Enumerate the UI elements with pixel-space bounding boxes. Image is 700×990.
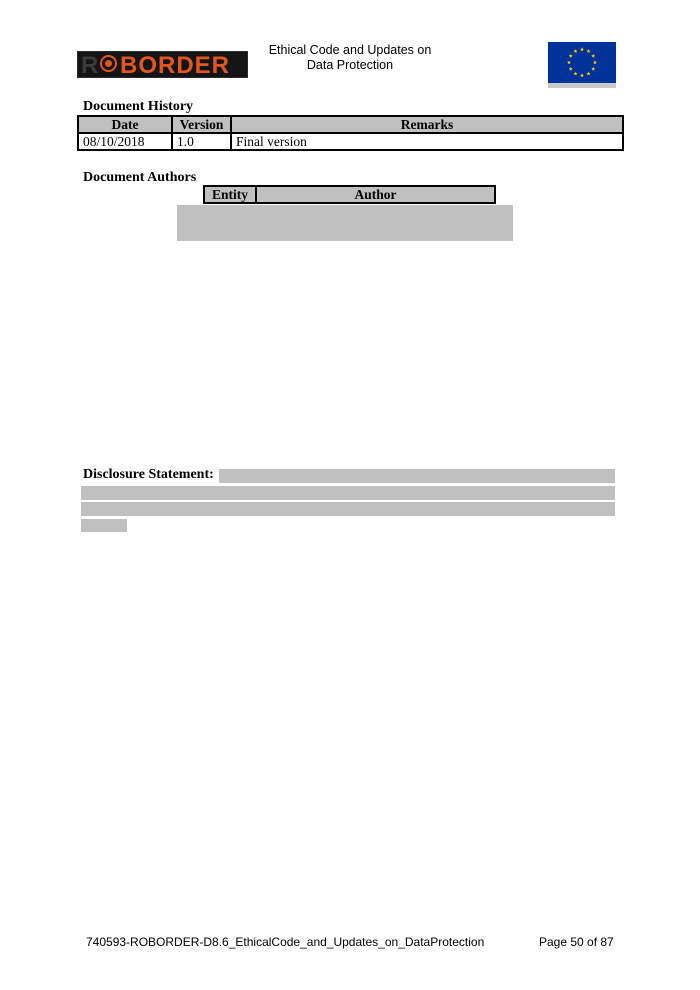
document-authors-table: [203, 185, 496, 204]
disclosure-redaction-line1: [219, 469, 615, 483]
header-title-line2: Data Protection: [306, 58, 394, 72]
authors-redaction: [177, 205, 513, 241]
header-title-line1: Ethical Code and Updates on: [268, 43, 432, 57]
table-header-row: [204, 186, 495, 203]
column-header-remarks: Remarks: [231, 116, 623, 133]
column-header-version: Version: [172, 116, 231, 133]
column-header-entity: Entity: [204, 186, 256, 203]
disclosure-redaction-line2: [81, 486, 615, 500]
table-row: [78, 133, 623, 150]
footer-document-id: 740593-ROBORDER-D8.6_EthicalCode_and_Updates_on_DataProtection: [86, 935, 485, 949]
disclosure-redaction-line4: [81, 519, 127, 532]
disclosure-redaction-line3: [81, 502, 615, 516]
disclosure-label: Disclosure Statement:: [83, 467, 214, 482]
cell-date: 08/10/2018: [78, 133, 172, 150]
document-history-heading: Document History: [83, 99, 194, 114]
document-history-table: [77, 115, 624, 151]
column-header-date: Date: [78, 116, 172, 133]
footer-page-number: Page 50 of 87: [539, 935, 614, 949]
column-header-author: Author: [256, 186, 495, 203]
header-title: [250, 43, 450, 73]
eu-flag-icon: [548, 42, 616, 88]
table-header-row: [78, 116, 623, 133]
document-authors-heading: Document Authors: [83, 170, 197, 185]
cell-remarks: Final version: [231, 133, 623, 150]
roborder-logo: R BORDER: [77, 51, 248, 78]
cell-version: 1.0: [172, 133, 231, 150]
